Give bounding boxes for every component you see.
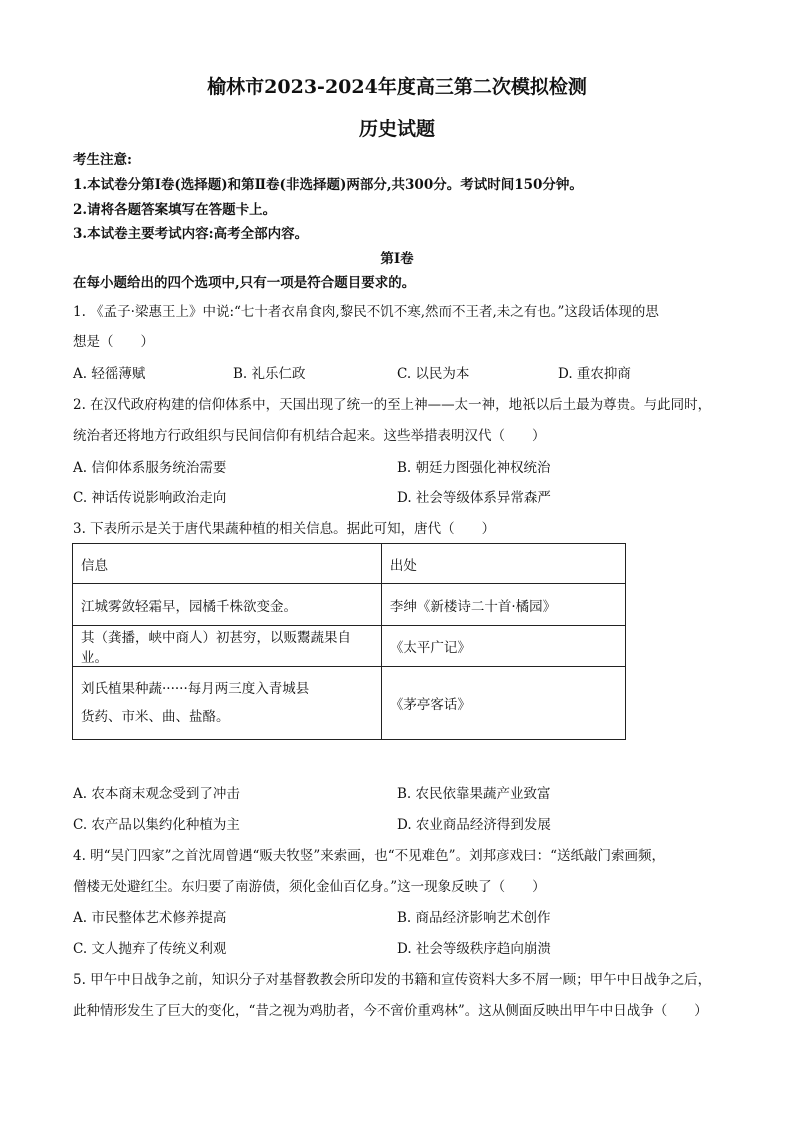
table-cell-line: 货药、市米、曲、盐酪。 <box>81 709 230 725</box>
table-header-cell: 出处 <box>381 544 625 584</box>
table-row <box>73 584 626 626</box>
notice-heading: 考生注意: <box>73 152 132 168</box>
notice-item: 2.请将各题答案填写在答题卡上。 <box>73 202 277 218</box>
question-2-option-c: C. 神话传说影响政治走向 <box>73 490 227 506</box>
question-3-text: 3. 下表所示是关于唐代果蔬种植的相关信息。据此可知，唐代（ ） <box>73 521 496 537</box>
question-4-text: 4. 明“吴门四家”之首沈周曾遇“贩夫牧竖”来索画，也“不见难色”。刘邦彦戏曰：“送纸敲门索画频， <box>73 848 665 864</box>
exam-subtitle: 历史试题 <box>358 118 435 140</box>
table-header-cell: 信息 <box>73 544 382 584</box>
question-2-text: 2. 在汉代政府构建的信仰体系中，天国出现了统一的至上神——太一神，地祇以后土最为尊贵。与此同时， <box>73 397 712 413</box>
question-2-option-b: B. 朝廷力图强化神权统治 <box>397 460 551 476</box>
question-1-option-c: C. 以民为本 <box>397 366 470 382</box>
question-1-text: 想是（ ） <box>73 334 154 350</box>
question-3-option-d: D. 农业商品经济得到发展 <box>397 817 551 833</box>
table-cell: 其（龚播，峡中商人）初甚穷，以贩鬻蔬果自业。 <box>73 626 382 667</box>
table-cell: 江城雾敛轻霜早，园橘千株欲变金。 <box>73 584 382 626</box>
question-4-option-b: B. 商品经济影响艺术创作 <box>397 910 551 926</box>
question-2-option-a: A. 信仰体系服务统治需要 <box>73 460 227 476</box>
question-3-option-a: A. 农本商末观念受到了冲击 <box>73 786 240 802</box>
table-row <box>73 667 626 740</box>
info-table <box>72 543 626 740</box>
question-3-option-b: B. 农民依靠果蔬产业致富 <box>397 786 551 802</box>
table-cell-line: 刘氏植果种蔬······每月两三度入青城县 <box>81 681 310 697</box>
question-4-text: 僧楼无处避红尘。东归要了南游债，须化金仙百亿身。”这一现象反映了（ ） <box>73 879 546 895</box>
table-cell: 《太平广记》 <box>381 626 625 667</box>
question-1-option-a: A. 轻徭薄赋 <box>73 366 146 382</box>
question-1-text: 1. 《孟子·梁惠王上》中说:“七十者衣帛食肉,黎民不饥不寒,然而不王者,未之有也。”这段话体现的思 <box>73 304 659 320</box>
question-5-text: 此种情形发生了巨大的变化，“昔之视为鸡肋者，今不啻价重鸡林”。这从侧面反映出甲午中日战争（ ） <box>73 1003 708 1019</box>
exam-title: 榆林市2023-2024年度高三第二次模拟检测 <box>207 76 587 98</box>
question-1-option-d: D. 重农抑商 <box>558 366 631 382</box>
notice-item: 3.本试卷主要考试内容:高考全部内容。 <box>73 226 309 242</box>
question-2-option-d: D. 社会等级体系异常森严 <box>397 490 551 506</box>
table-cell: 《茅亭客话》 <box>381 667 625 740</box>
question-1-option-b: B. 礼乐仁政 <box>233 366 306 382</box>
notice-item: 1.本试卷分第Ⅰ卷(选择题)和第Ⅱ卷(非选择题)两部分,共300分。考试时间150分钟。 <box>73 177 583 193</box>
section-instruction: 在每小题给出的四个选项中,只有一项是符合题目要求的。 <box>73 275 416 291</box>
table-cell: 李绅《新楼诗二十首·橘园》 <box>381 584 625 626</box>
table-header-row <box>73 544 626 584</box>
question-4-option-d: D. 社会等级秩序趋向崩溃 <box>397 941 551 957</box>
section-title: 第Ⅰ卷 <box>380 251 414 267</box>
table-row <box>73 626 626 667</box>
question-3-option-c: C. 农产品以集约化种植为主 <box>73 817 240 833</box>
question-4-option-c: C. 文人抛弃了传统义利观 <box>73 941 227 957</box>
question-5-text: 5. 甲午中日战争之前，知识分子对基督教教会所印发的书籍和宣传资料大多不屑一顾；甲午中日战争之后， <box>73 972 712 988</box>
question-2-text: 统治者还将地方行政组织与民间信仰有机结合起来。这些举措表明汉代（ ） <box>73 428 546 444</box>
table-cell-multiline <box>73 667 382 740</box>
question-4-option-a: A. 市民整体艺术修养提高 <box>73 910 227 926</box>
